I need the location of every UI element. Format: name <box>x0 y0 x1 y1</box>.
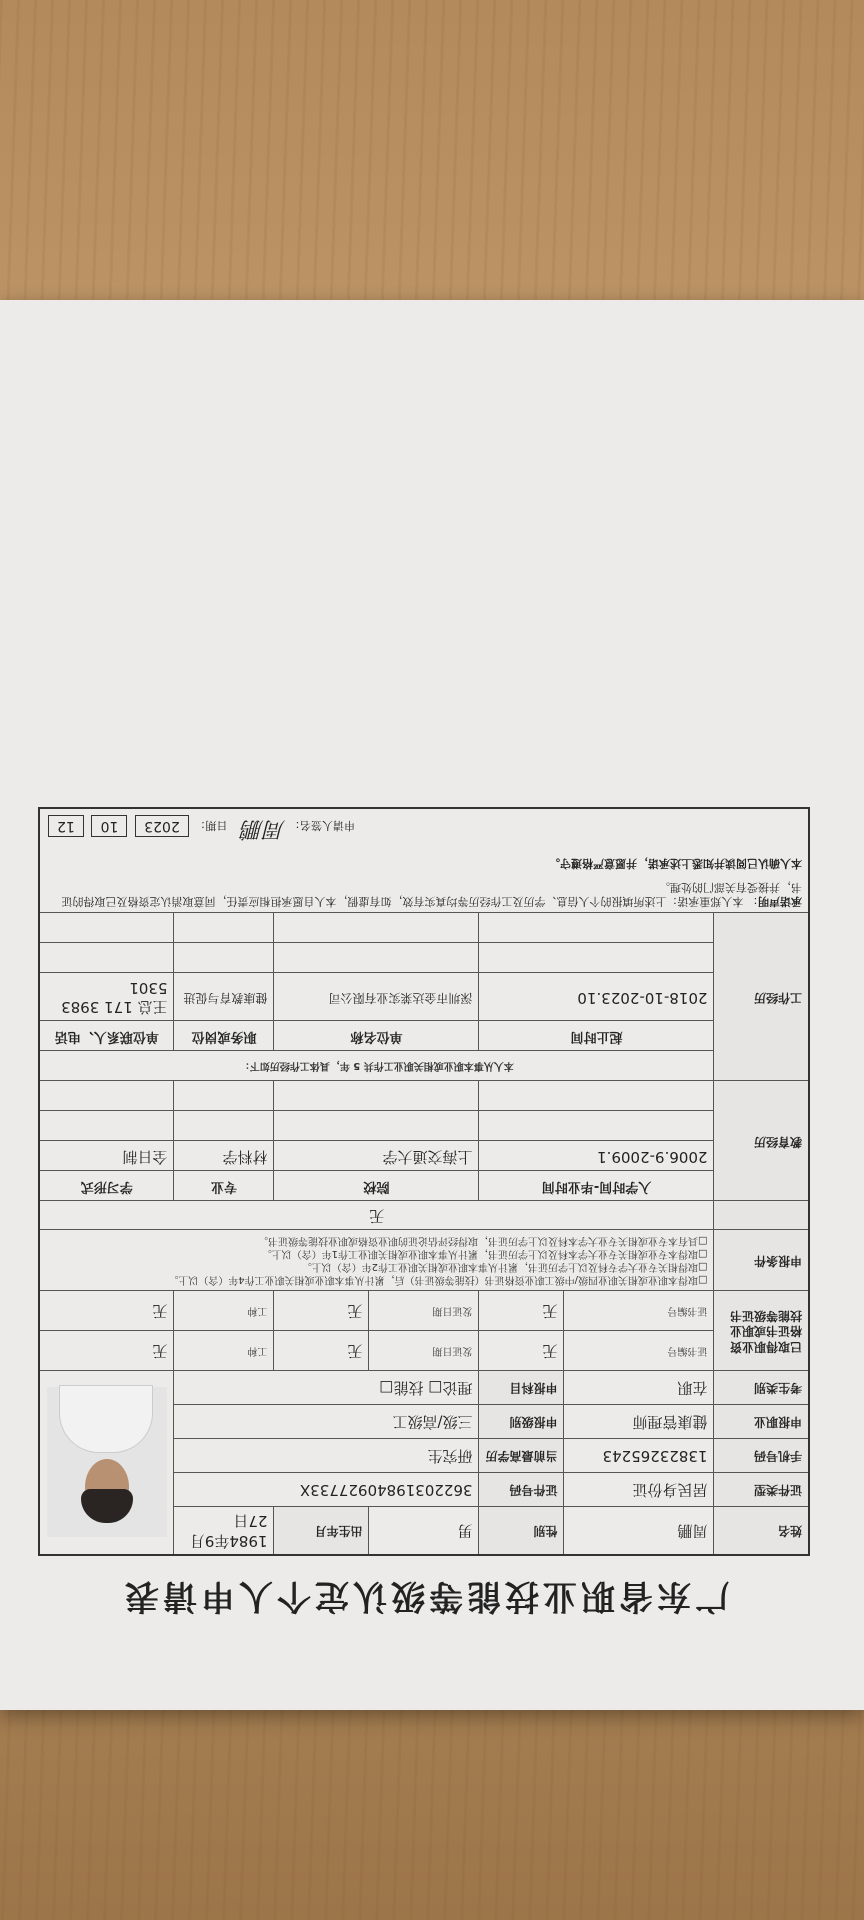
label-gender: 性别 <box>479 1507 564 1556</box>
value-work-type-1: 无 <box>39 1331 174 1371</box>
value-edu-major: 材料学 <box>174 1141 274 1171</box>
declaration-text: 本人郑重承诺：上述所填报的个人信息、学历及工作经历等均真实有效，如有虚假，本人自愿承担相应责任，同意取消认定资格及已取得的证书，并接受有关部门的处理。 <box>61 881 802 909</box>
label-work-type-1: 工种 <box>174 1331 274 1371</box>
apply-conditions <box>39 1230 714 1291</box>
confirm-note: 本人确认已阅读并知悉上述承诺，并愿意严格遵守。 <box>549 856 802 870</box>
header-school: 院校 <box>274 1171 479 1201</box>
label-apply-cond: 申报条件 <box>714 1230 809 1291</box>
label-occupation: 申报职业 <box>714 1405 809 1439</box>
value-birth: 1984年9月27日 <box>174 1507 274 1556</box>
sign-date-day: 12 <box>48 815 84 837</box>
work-intro-text: 本人从事本职业或相关职业工作共 <box>363 1060 514 1072</box>
value-cert-no-1: 无 <box>479 1331 564 1371</box>
date-label: 日期： <box>194 818 228 832</box>
label-cert-no-1: 证书编号 <box>564 1331 714 1371</box>
header-post: 职务或岗位 <box>174 1021 274 1051</box>
label-name: 姓名 <box>714 1507 809 1556</box>
application-form <box>30 396 820 1626</box>
value-id-number: 36220319840927733X <box>174 1473 479 1507</box>
value-exam-subject: 理论□ 技能□ <box>174 1371 479 1405</box>
work-intro-unit: 年，具体工作经历如下： <box>239 1060 350 1072</box>
applicant-photo <box>47 1388 167 1538</box>
value-issue-date-1: 无 <box>274 1331 369 1371</box>
label-issue-date-2: 发证日期 <box>369 1291 479 1331</box>
condition-item: □取得本专业或相关专业大学本科及以上学历证书，累计从事本职业或相关职业工作1年（含）以上。 <box>261 1248 708 1259</box>
value-cert-no-2: 无 <box>479 1291 564 1331</box>
value-education: 研究生 <box>174 1439 479 1473</box>
value-category: 在职 <box>564 1371 714 1405</box>
label-cert-no-2: 证书编号 <box>564 1291 714 1331</box>
sign-date-year: 2023 <box>135 815 189 837</box>
header-work-period: 起止时间 <box>479 1021 714 1051</box>
value-other-cond: 无 <box>39 1201 714 1230</box>
work-years: 5 <box>353 1060 361 1072</box>
value-edu-school: 上海交通大学 <box>274 1141 479 1171</box>
condition-item: □具有本专业或相关专业大学本科及以上学历证书，取得经评估论证的职业资格或职业技能等级证书。 <box>258 1235 708 1246</box>
label-issue-date-1: 发证日期 <box>369 1331 479 1371</box>
work-intro <box>39 1051 714 1081</box>
condition-item: □取得本职业或相关职业四级/中级工职业资格证书（技能等级证书）后，累计从事本职业或相关职业工作4年（含）以上。 <box>168 1274 708 1285</box>
value-id-type: 居民身份证 <box>564 1473 714 1507</box>
condition-item: □取得相关专业大学专科及以上学历证书，累计从事本职业或相关职业工作2年（含）以上。 <box>301 1261 708 1272</box>
value-occupation: 健康管理师 <box>564 1405 714 1439</box>
label-education-section: 教育经历 <box>714 1081 809 1201</box>
label-id-type: 证件类型 <box>714 1473 809 1507</box>
paper-sheet <box>0 300 864 1710</box>
label-id-number: 证件号码 <box>479 1473 564 1507</box>
photo-cell <box>39 1371 174 1556</box>
value-issue-date-2: 无 <box>274 1291 369 1331</box>
value-edu-period: 2006.9-2009.1 <box>479 1141 714 1171</box>
value-work-post: 健康教育与促进 <box>174 973 274 1021</box>
value-work-employer: 深圳市金达莱实业有限公司 <box>274 973 479 1021</box>
value-phone: 13823265243 <box>564 1439 714 1473</box>
label-work-section: 工作经历 <box>714 913 809 1081</box>
label-exam-subject: 申报科目 <box>479 1371 564 1405</box>
label-other-cond <box>714 1201 809 1230</box>
label-category: 考生类别 <box>714 1371 809 1405</box>
sign-date-month: 10 <box>92 815 128 837</box>
value-work-period: 2018-10-2023.10 <box>479 973 714 1021</box>
applicant-signature: 周鹏 <box>241 815 286 841</box>
header-employer: 单位名称 <box>274 1021 479 1051</box>
applicant-sign-label: 申请人签名： <box>289 818 356 832</box>
label-birth: 出生年月 <box>274 1507 369 1556</box>
value-gender: 男 <box>369 1507 479 1556</box>
form-table <box>38 807 810 1556</box>
value-level: 三级/高级工 <box>174 1405 479 1439</box>
label-cert-held: 已取得职业资格证书或职业技能等级证书 <box>714 1291 809 1371</box>
label-work-type-2: 工种 <box>174 1291 274 1331</box>
header-contact: 单位联系人、电话 <box>39 1021 174 1051</box>
header-major: 专业 <box>174 1171 274 1201</box>
form-title: 广东省职业技能等级认定个人申请表 <box>121 1576 729 1616</box>
value-work-contact: 王总 171 3983 5301 <box>39 973 174 1021</box>
header-study-mode: 学习形式 <box>39 1171 174 1201</box>
label-phone: 手机号码 <box>714 1439 809 1473</box>
label-level: 申报级别 <box>479 1405 564 1439</box>
label-education: 当前最高学历 <box>479 1439 564 1473</box>
value-name: 周鹏 <box>564 1507 714 1556</box>
declaration-block: 承诺声明： 本人郑重承诺：上述所填报的个人信息、学历及工作经历等均真实有效，如有虚假，本人自愿承担相应责任，同意取消认定资格及已取得的证书，并接受有关部门的处理。 本人确认已阅读并知悉上述承诺，并愿意严格遵守。 申请人签名： 周鹏 日期： 2023 10 12 <box>39 808 809 913</box>
value-edu-mode: 全日制 <box>39 1141 174 1171</box>
value-work-type-2: 无 <box>39 1291 174 1331</box>
declaration-label: 承诺声明 <box>758 895 802 909</box>
header-school-period: 入学时间-毕业时间 <box>479 1171 714 1201</box>
